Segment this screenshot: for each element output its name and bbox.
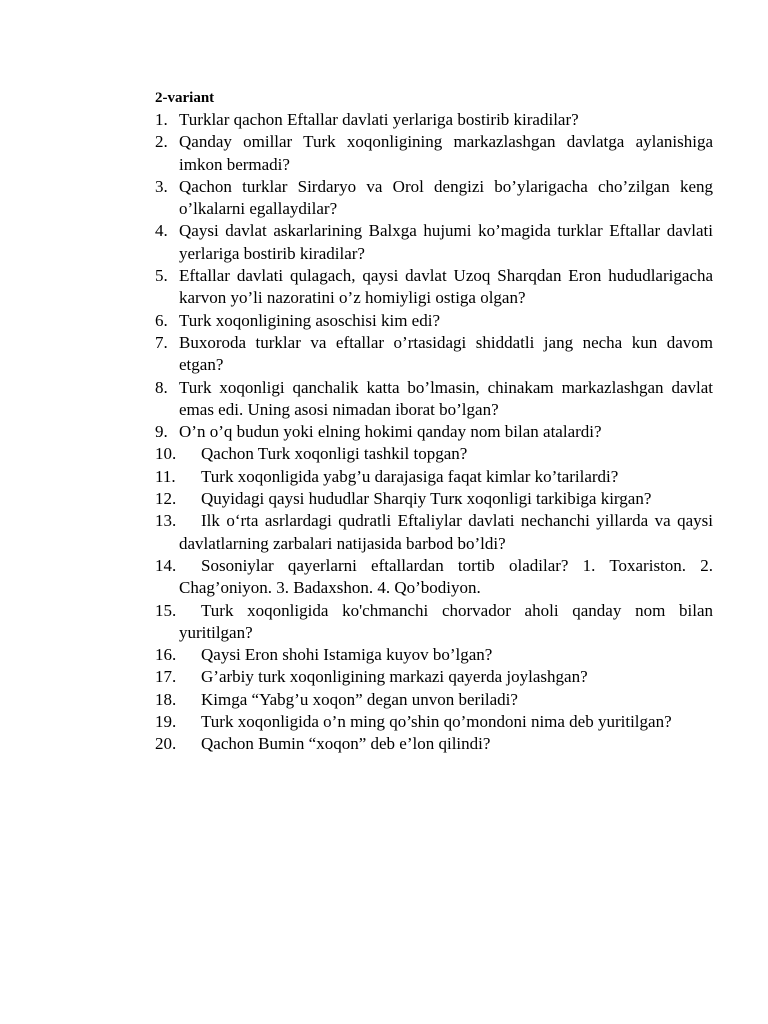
question-number: 19.: [155, 712, 177, 732]
question-number: 5.: [155, 266, 168, 286]
question-number: 12.: [155, 489, 177, 509]
question-number: 11.: [155, 466, 176, 486]
variant-heading: 2-variant: [155, 90, 215, 106]
question-text: Turk xoqonligida o’n ming qo’shin qo’mondoni nima deb yuritilgan?: [201, 712, 672, 732]
question-text: Buxoroda turklar va eftallar o’rtasidagi shiddatli jang necha kun davom etgan?: [179, 332, 713, 375]
question-item: [155, 421, 713, 443]
question-number: 17.: [155, 667, 177, 687]
question-list: [155, 109, 713, 756]
question-text: Sosoniylar qayerlarni eftallardan tortib oladilar? 1. Toxariston. 2. Chag’oniyon. 3. Badaxshon. 4. Qo’bodiyon.: [179, 555, 713, 598]
question-item: [155, 265, 713, 310]
question-number: 10.: [155, 444, 177, 464]
document-page: [155, 88, 713, 756]
question-item: [155, 131, 713, 176]
question-text: Quyidagi qaysi hududlar Sharqiy Turк xoqonligi tarkibiga kirgan?: [201, 489, 652, 509]
question-number: 4.: [155, 221, 168, 241]
question-text: Qachon turklar Sirdaryo va Orol dengizi bo’ylarigacha cho’zilgan keng o’lkalarni egallaydilar?: [179, 176, 713, 219]
question-item: [155, 466, 713, 488]
question-item: [155, 488, 713, 510]
question-item: [155, 555, 713, 600]
question-item: [155, 332, 713, 377]
question-text: Turk xoqonligida ko'chmanchi chorvador aholi qanday nom bilan yuritilgan?: [179, 600, 713, 642]
question-item: [155, 176, 713, 221]
question-item: [155, 510, 713, 555]
question-item: [155, 600, 713, 645]
question-text: Qaysi davlat askarlarining Balxga hujumi ko’magida turklar Eftallar davlati yerlariga bostirib kiradilar?: [179, 221, 713, 263]
question-number: 9.: [155, 422, 168, 442]
question-text: Turk xoqonligi qanchalik katta bo’lmasin, chinakam markazlashgan davlat emas edi. Uning asosi nimadan iborat bo’lgan?: [179, 377, 713, 419]
question-text: Ilk o‘rta asrlardagi qudratli Eftaliylar davlati nechanchi yillarda va qaysi davlatlarning zarbalari natijasida barbod bo’ldi?: [179, 511, 713, 553]
question-number: 2.: [155, 132, 168, 152]
question-number: 7.: [155, 332, 168, 352]
question-item: [155, 644, 713, 666]
question-text: Qanday omillar Turk xoqonligining markazlashgan davlatga aylanishiga imkon bermadi?: [179, 132, 713, 174]
question-text: Turk xoqonligida yabg’u darajasiga faqat kimlar ko’tarilardi?: [201, 466, 619, 486]
question-item: [155, 377, 713, 422]
question-number: 20.: [155, 734, 177, 754]
question-number: 1.: [155, 110, 168, 129]
question-item: [155, 733, 713, 755]
question-number: 15.: [155, 600, 177, 620]
question-item: [155, 109, 713, 131]
question-text: O’n o’q budun yoki elning hokimi qanday nom bilan atalardi?: [179, 422, 602, 442]
question-number: 16.: [155, 645, 177, 665]
question-number: 13.: [155, 511, 177, 531]
question-number: 6.: [155, 310, 168, 330]
question-item: [155, 310, 713, 332]
question-text: Qachon Bumin “xoqon” deb e’lon qilindi?: [201, 734, 491, 754]
question-text: Turklar qachon Eftallar davlati yerlariga bostirib kiradilar?: [179, 110, 579, 129]
question-text: Kimga “Yabg’u xoqon” degan unvon beriladi?: [201, 689, 518, 709]
question-number: 14.: [155, 555, 177, 575]
question-item: [155, 711, 713, 733]
question-item: [155, 689, 713, 711]
question-item: [155, 443, 713, 465]
question-number: 3.: [155, 176, 168, 196]
question-text: Qaysi Eron shohi Istamiga kuyov bo’lgan?: [201, 645, 493, 665]
question-number: 18.: [155, 689, 177, 709]
question-text: Eftallar davlati qulagach, qaysi davlat Uzoq Sharqdan Eron hududlarigacha karvon yo’li nazoratini o’z homiyligi ostiga olgan?: [179, 266, 713, 308]
question-item: [155, 666, 713, 688]
question-item: [155, 220, 713, 265]
question-number: 8.: [155, 377, 168, 397]
question-text: G’arbiy turk xoqonligining markazi qayerda joylashgan?: [201, 667, 588, 687]
question-text: Turk xoqonligining asoschisi kim edi?: [179, 310, 440, 330]
question-text: Qachon Turk xoqonligi tashkil topgan?: [201, 444, 468, 464]
